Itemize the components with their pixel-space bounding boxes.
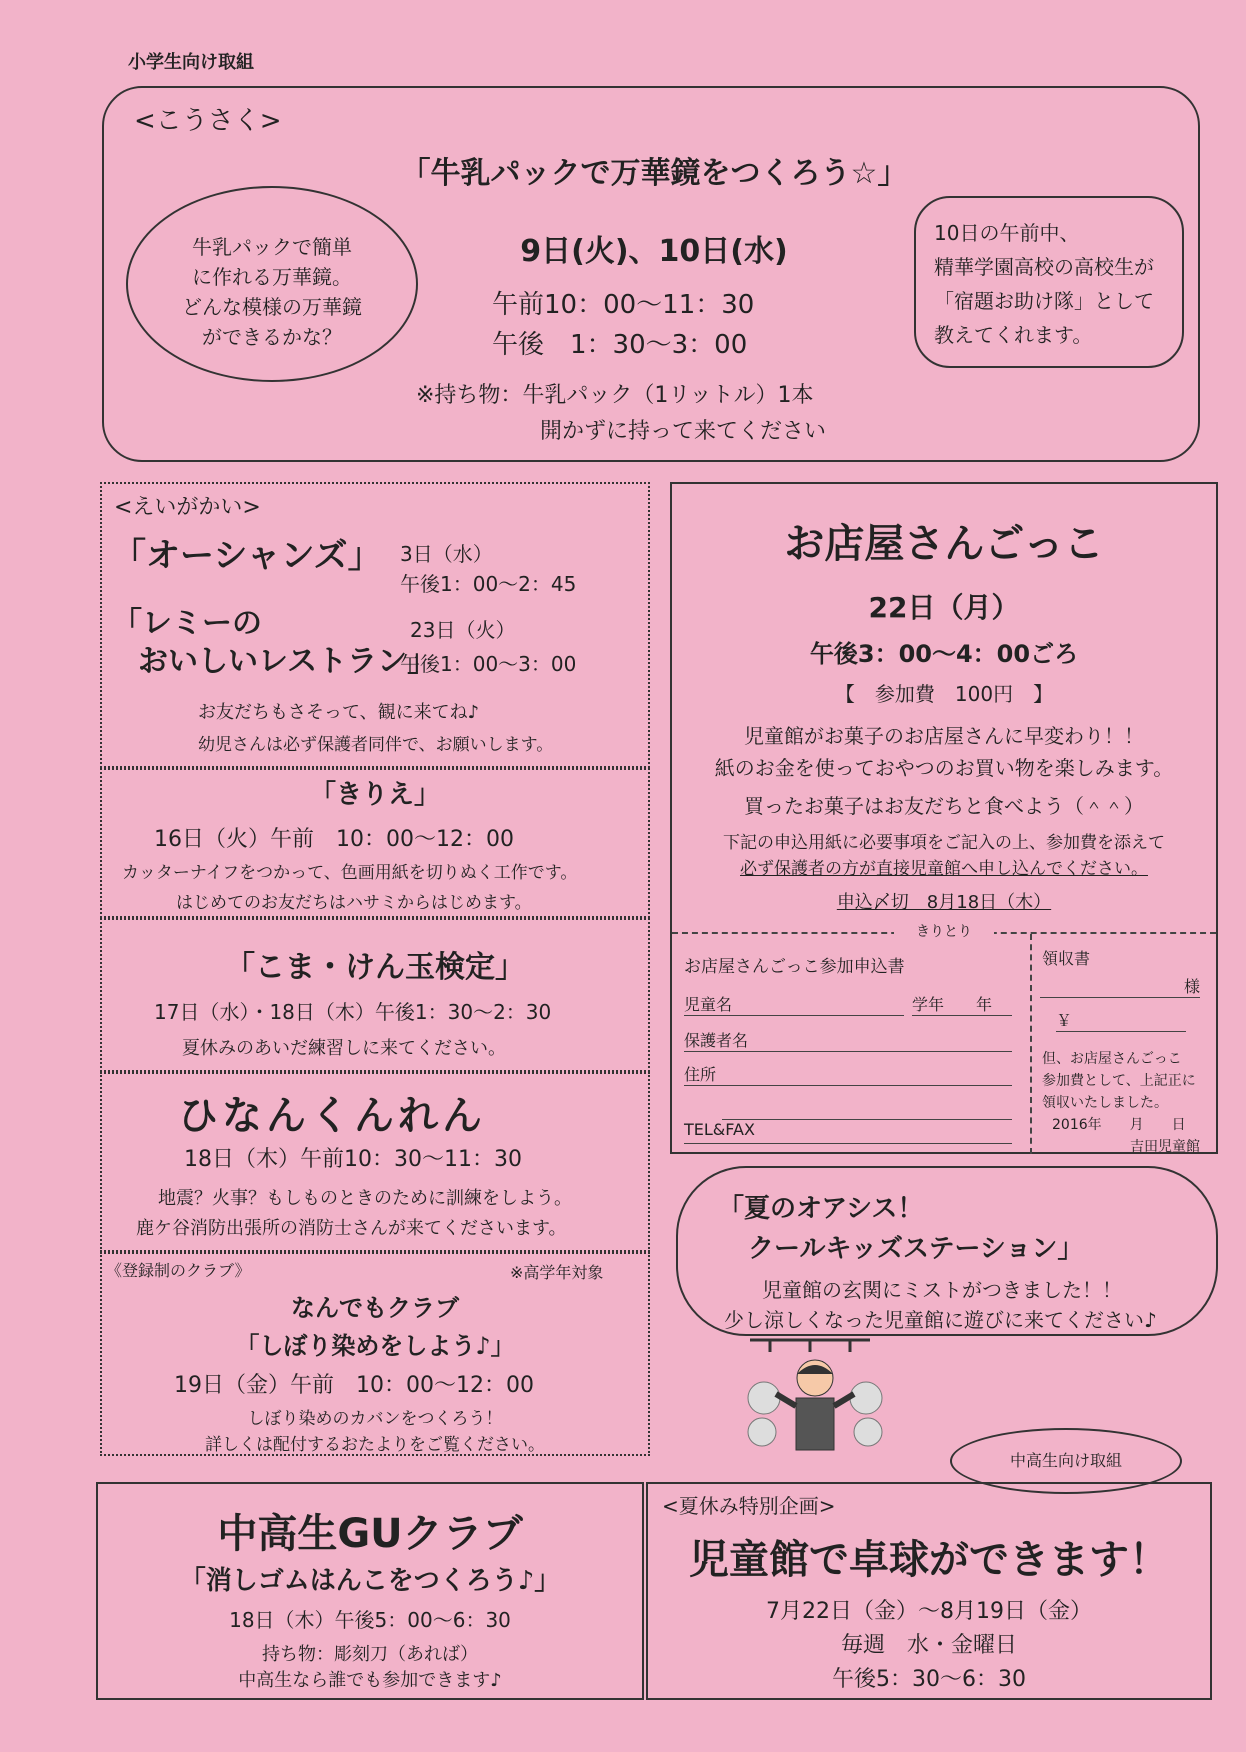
- oasis-desc: 児童館の玄関にミストがつきました！！: [762, 1278, 1122, 1302]
- form-grade-field[interactable]: [912, 992, 1012, 1016]
- form-address-line-2[interactable]: [722, 1096, 1012, 1120]
- kousaku-title: 「牛乳パックで万華鏡をつくろう☆」: [400, 156, 908, 191]
- form-parent-field[interactable]: [684, 1028, 1012, 1052]
- kirie-desc-2: はじめてのお友だちはハサミからはじめます。: [176, 893, 532, 913]
- form-parent-label: 保護者名: [684, 1031, 749, 1050]
- club-title: 「しぼり染めをしよう♪」: [235, 1332, 515, 1360]
- kousaku-bring-note: 開かずに持って来てください: [540, 419, 827, 444]
- receipt-note-2: 参加費として、上記正に: [1042, 1073, 1196, 1089]
- receipt-amount-field[interactable]: [1056, 1008, 1186, 1032]
- film1-time: 午後1：00～2：45: [400, 572, 577, 596]
- club-desc-2: 詳しくは配付するおたよりをご覧ください。: [205, 1435, 545, 1455]
- koma-box: [100, 918, 650, 1072]
- kirie-time: 16日（火）午前 10：00～12：00: [154, 827, 514, 852]
- receipt-issuer: 吉田児童館: [1130, 1139, 1200, 1155]
- oasis-title-2: クールキッズステーション」: [748, 1234, 1084, 1264]
- kousaku-left-bubble: 牛乳パックで簡単 に作れる万華鏡。 どんな模様の万華鏡 ができるかな？: [126, 186, 418, 382]
- koma-time: 17日（水）・18日（木）午後1：30～2：30: [154, 1000, 552, 1024]
- film2-title: 「レミーの: [112, 606, 262, 641]
- hinan-box: [100, 1072, 650, 1252]
- gu-box: [96, 1482, 644, 1700]
- mise-desc: 児童館がお菓子のお店屋さんに早変わり！！: [744, 724, 1144, 748]
- mise-deadline: 申込〆切 8月18日（木）: [836, 892, 1052, 913]
- oasis-desc-2: 少し涼しくなった児童館に遊びに来てください♪: [724, 1308, 1157, 1332]
- gu-bring: 持ち物：彫刻刀（あれば）: [262, 1644, 478, 1665]
- film2-time: 午後1：00～3：00: [400, 652, 577, 676]
- kirie-box: [100, 768, 650, 918]
- gu-subtitle: 「消しゴムはんこをつくろう♪」: [179, 1566, 561, 1596]
- eigakai-tag: <えいがかい>: [114, 495, 261, 520]
- receipt-title: 領収書: [1042, 949, 1091, 968]
- film2-title-2: おいしいレストラン」: [138, 644, 438, 679]
- form-grade-label: 学年 年: [912, 995, 993, 1014]
- mise-time: 午後3：00～4：00ごろ: [809, 640, 1079, 668]
- koma-title: 「こま・けん玉検定」: [225, 950, 525, 985]
- takkyu-title: 児童館で卓球ができます！: [689, 1537, 1169, 1583]
- child-mist-illustration: [740, 1336, 900, 1482]
- mise-instructions: 下記の申込用紙に必要事項をご記入の上、参加費を添えて: [723, 833, 1165, 853]
- form-divider: [1030, 934, 1032, 1154]
- kousaku-am: 午前10：00～11：30: [492, 290, 755, 320]
- form-child-field[interactable]: [684, 992, 904, 1016]
- film1-title: 「オーシャンズ」: [112, 536, 382, 576]
- takkyu-time: 午後5：30～6：30: [832, 1667, 1026, 1692]
- takkyu-period: 7月22日（金）～8月19日（金）: [766, 1599, 1092, 1624]
- koma-desc: 夏休みのあいだ練習しに来てください。: [182, 1038, 506, 1059]
- mise-box: [670, 482, 1218, 1154]
- kousaku-pm: 午後 1：30～3：00: [492, 330, 748, 360]
- mise-title: お店屋さんごっこ: [784, 521, 1104, 567]
- oasis-title: 「夏のオアシス！: [718, 1194, 924, 1224]
- takkyu-box: [646, 1482, 1212, 1700]
- mise-instructions-2: 必ず保護者の方が直接児童館へ申し込んでください。: [740, 859, 1148, 879]
- mise-fee: 【 参加費 100円 】: [834, 682, 1054, 706]
- section-label: 小学生向け取組: [128, 52, 254, 73]
- eigakai-box: [100, 482, 650, 768]
- kirie-title: 「きりえ」: [309, 780, 440, 810]
- eigakai-note: お友だちもさそって、観に来てね♪: [198, 702, 480, 723]
- form-address-label: 住所: [684, 1065, 717, 1084]
- eigakai-note-2: 幼児さんは必ず保護者同伴で、お願いします。: [198, 735, 554, 755]
- film2-date: 23日（火）: [410, 618, 516, 642]
- oasis-bubble: [676, 1166, 1218, 1336]
- hinan-desc: 地震？火事？もしものときのために訓練をしよう。: [158, 1188, 572, 1209]
- kousaku-bring: ※持ち物：牛乳パック（1リットル）1本: [416, 383, 814, 408]
- form-title: お店屋さんごっこ参加申込書: [684, 957, 905, 977]
- club-target: ※高学年対象: [510, 1263, 604, 1282]
- film1-date: 3日（水）: [400, 542, 493, 566]
- receipt-name-field[interactable]: [1040, 974, 1200, 998]
- mise-desc-3: 買ったお菓子はお友だちと食べよう（＾＾）: [744, 794, 1144, 818]
- receipt-sama: 様: [1183, 977, 1200, 996]
- cut-label: きりとり: [894, 921, 994, 941]
- kousaku-right-bubble: 10日の午前中、 精華学園高校の高校生が 「宿題お助け隊」として 教えてくれます。: [914, 196, 1184, 368]
- mise-desc-2: 紙のお金を使っておやつのお買い物を楽しみます。: [714, 756, 1174, 780]
- receipt-note: 但、お店屋さんごっこ: [1042, 1051, 1182, 1067]
- hinan-title: ひなんくんれん: [178, 1093, 486, 1139]
- hinan-desc-2: 鹿ケ谷消防出張所の消防士さんが来てくださいます。: [136, 1218, 567, 1239]
- hinan-time: 18日（木）午前10：30～11：30: [184, 1147, 522, 1172]
- club-desc: しぼり染めのカバンをつくろう！: [247, 1409, 503, 1429]
- gu-note: 中高生なら誰でも参加できます♪: [238, 1670, 502, 1691]
- kousaku-dates: 9日(火)、10日(水): [520, 234, 788, 269]
- receipt-date: 2016年 月 日: [1052, 1117, 1186, 1133]
- chukou-bubble: 中高生向け取組: [950, 1428, 1182, 1494]
- gu-title: 中高生GUクラブ: [217, 1511, 523, 1557]
- club-time: 19日（金）午前 10：00～12：00: [174, 1373, 534, 1398]
- form-child-label: 児童名: [684, 995, 733, 1014]
- takkyu-tag: <夏休み特別企画>: [662, 1494, 836, 1518]
- form-tel-label: TEL&FAX: [684, 1120, 755, 1139]
- club-name: なんでもクラブ: [291, 1294, 459, 1322]
- club-tag: 《登録制のクラブ》: [106, 1261, 251, 1280]
- gu-time: 18日（木）午後5：00～6：30: [229, 1608, 511, 1632]
- takkyu-days: 毎週 水・金曜日: [840, 1633, 1017, 1658]
- mise-date: 22日（月）: [868, 591, 1020, 624]
- form-tel-field[interactable]: [684, 1120, 1012, 1144]
- form-address-field[interactable]: [684, 1062, 1012, 1086]
- receipt-note-3: 領収いたしました。: [1042, 1095, 1168, 1111]
- kousaku-tag: <こうさく>: [134, 106, 282, 136]
- kirie-desc: カッターナイフをつかって、色画用紙を切りぬく工作です。: [122, 863, 578, 883]
- club-box: [100, 1252, 650, 1456]
- receipt-yen: ￥: [1056, 1011, 1073, 1030]
